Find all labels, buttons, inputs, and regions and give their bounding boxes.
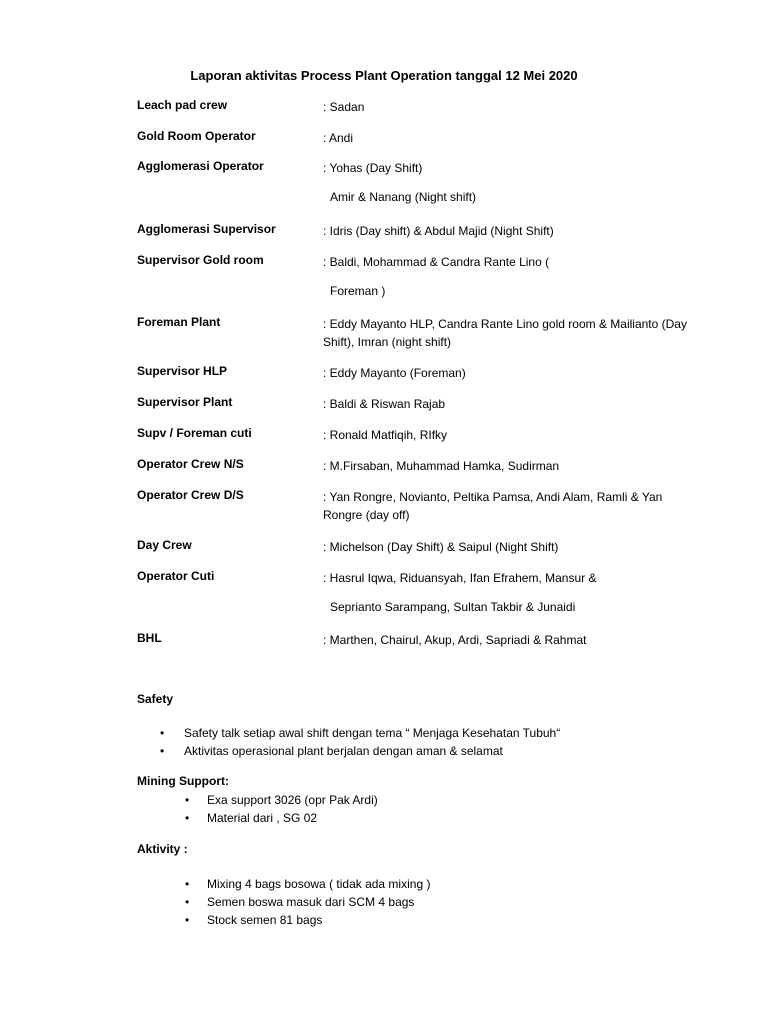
- roster-label: Day Crew: [137, 538, 192, 552]
- roster-label: Leach pad crew: [137, 98, 228, 112]
- roster-label: Agglomerasi Operator: [137, 159, 264, 173]
- roster-value: : Marthen, Chairul, Akup, Ardi, Sapriadi & Rahmat: [323, 633, 587, 647]
- roster-label: Operator Crew N/S: [137, 457, 244, 471]
- mining-support-item-text: Exa support 3026 (opr Pak Ardi): [207, 793, 378, 807]
- roster-label: BHL: [137, 631, 162, 645]
- roster-value: : Eddy Mayanto HLP, Candra Rante Lino gold room & Mailianto (Day Shift), Imran (night shift): [323, 317, 687, 349]
- aktivity-item-text: Mixing 4 bags bosowa ( tidak ada mixing ): [207, 877, 431, 891]
- safety-item-text: Safety talk setiap awal shift dengan tema “ Menjaga Kesehatan Tubuh“: [184, 726, 561, 740]
- roster-value: : Sadan: [323, 100, 365, 114]
- safety-item-text: Aktivitas operasional plant berjalan dengan aman & selamat: [184, 744, 503, 758]
- aktivity-item-text: Semen boswa masuk dari SCM 4 bags: [207, 895, 415, 909]
- roster-label: Supervisor Gold room: [137, 253, 264, 267]
- roster-label: Operator Cuti: [137, 569, 215, 583]
- report-title: Laporan aktivitas Process Plant Operation tanggal 12 Mei 2020: [190, 68, 578, 83]
- roster-value: : Eddy Mayanto (Foreman): [323, 366, 466, 380]
- bullet-icon: •: [185, 895, 190, 909]
- bullet-icon: •: [160, 744, 165, 758]
- roster-value: : Andi: [323, 131, 354, 145]
- roster-value-continuation: Foreman ): [330, 284, 386, 298]
- roster-value: : Michelson (Day Shift) & Saipul (Night Shift): [323, 540, 559, 554]
- bullet-icon: •: [160, 726, 165, 740]
- aktivity-item-text: Stock semen 81 bags: [207, 913, 323, 927]
- roster-label: Operator Crew D/S: [137, 488, 244, 502]
- mining-support-item-text: Material dari , SG 02: [207, 811, 318, 825]
- roster-value-continuation: Seprianto Sarampang, Sultan Takbir & Junaidi: [330, 600, 576, 614]
- bullet-icon: •: [185, 913, 190, 927]
- roster-label: Foreman Plant: [137, 315, 221, 329]
- roster-value: : Hasrul Iqwa, Riduansyah, Ifan Efrahem, Mansur &: [323, 571, 597, 585]
- bullet-icon: •: [185, 811, 190, 825]
- roster-value-continuation: Amir & Nanang (Night shift): [330, 190, 477, 204]
- roster-label: Supervisor HLP: [137, 364, 228, 378]
- roster-value: : Yohas (Day Shift): [323, 161, 423, 175]
- aktivity-heading: Aktivity :: [137, 842, 188, 856]
- roster-value: : Baldi, Mohammad & Candra Rante Lino (: [323, 255, 550, 269]
- bullet-icon: •: [185, 793, 190, 807]
- roster-label: Agglomerasi Supervisor: [137, 222, 276, 236]
- roster-value: : M.Firsaban, Muhammad Hamka, Sudirman: [323, 459, 560, 473]
- roster-value: : Yan Rongre, Novianto, Peltika Pamsa, Andi Alam, Ramli & Yan Rongre (day off): [323, 490, 663, 522]
- roster-label: Gold Room Operator: [137, 129, 256, 143]
- roster-label: Supervisor Plant: [137, 395, 233, 409]
- safety-heading: Safety: [137, 692, 174, 706]
- roster-value: : Idris (Day shift) & Abdul Majid (Night Shift): [323, 224, 554, 238]
- roster-value: : Ronald Matfiqih, RIfky: [323, 428, 448, 442]
- mining-support-heading: Mining Support:: [137, 774, 229, 788]
- roster-label: Supv / Foreman cuti: [137, 426, 252, 440]
- roster-value: : Baldi & Riswan Rajab: [323, 397, 446, 411]
- bullet-icon: •: [185, 877, 190, 891]
